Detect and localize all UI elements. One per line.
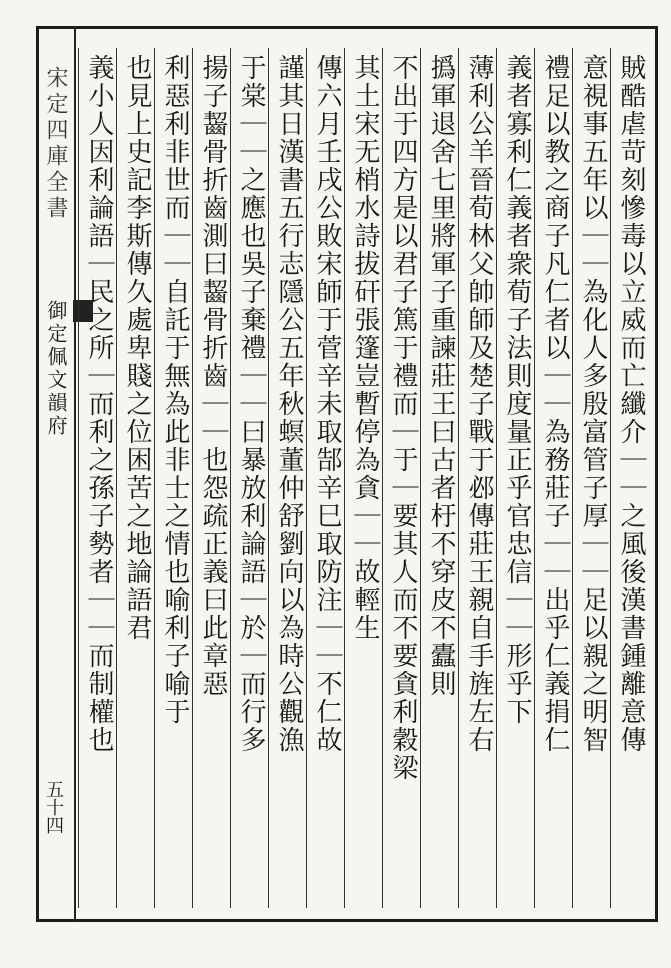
spine-title-text: 御定佩文韻府 [44,300,68,438]
text-column: 也見上史記李斯傳久處卑賤之位困苦之地論語君 [116,48,156,908]
edge-title: 宋定四庫全書 [43,66,68,222]
text-column: 禮足以教之商子凡仁者以｜｜為務莊子｜｜出乎仁義捐仁 [534,48,574,908]
text-column: 利惡利非世而｜｜自託于無為此非士之情也喻利子喻于 [154,48,194,908]
text-column: 其土宋无梢水詩拔矸張篷豈暫停為貪｜｜故輕生 [344,48,384,908]
folio-number: 五十四 [43,780,64,834]
text-column: 傳六月壬戌公敗宋師于菅辛未取郜辛巳取防注｜｜不仁故 [306,48,346,908]
text-column: 揚子齧骨折齒測曰齧骨折齒｜｜也怨疏正義曰此章惡 [192,48,232,908]
text-column: 撝軍退舍七里將軍子重諫莊王曰古者杅不穿皮不蠹則 [420,48,460,908]
text-column: 賊酷虐苛刻慘毒以立威而亡纖介｜｜之風後漢書鍾離意傳 [610,48,650,908]
text-column: 義者寡利仁義者衆荀子法則度量正乎官忠信｜｜形乎下 [496,48,536,908]
text-block [76,26,650,922]
text-column: 謹其日漢書五行志隱公五年秋螟董仲舒劉向以為時公觀漁 [268,48,308,908]
text-column: 不出于四方是以君子篤于禮而｜于｜要其人而不要貪利穀梁 [382,48,422,908]
text-column: 于棠｜｜之應也吳子棄禮｜｜曰暴放利論語｜於｜而行多 [230,48,270,908]
text-column: 薄利公羊晉荀林父帥師及楚子戰于邲傳莊王親自手旌左右 [458,48,498,908]
text-column: 義小人因利論語｜民之所｜而利之孫子勢者｜｜而制權也 [78,48,118,908]
text-column: 意視事五年以｜｜為化人多殷富管子厚｜｜足以親之明智 [572,48,612,908]
